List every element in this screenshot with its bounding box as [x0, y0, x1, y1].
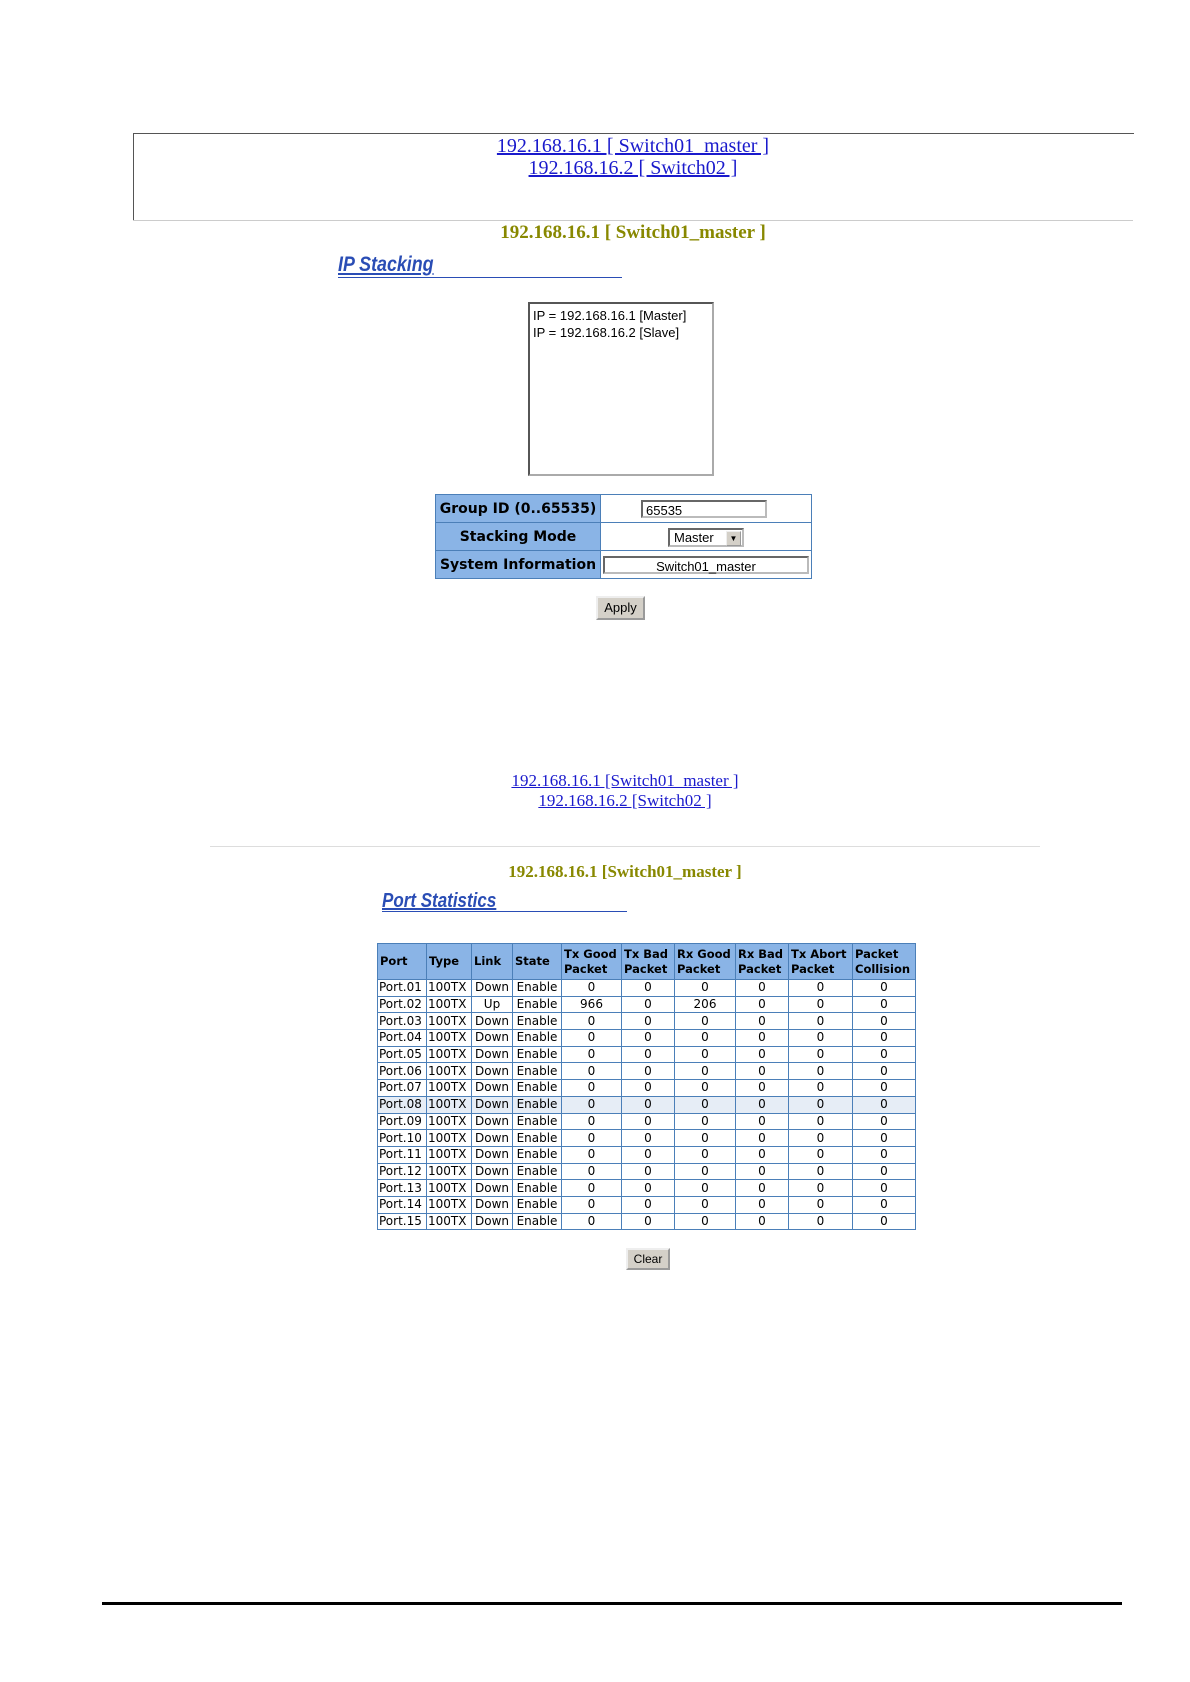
table-cell: Enable [513, 1113, 562, 1130]
table-cell: 0 [789, 1180, 853, 1197]
table-cell: 100TX [427, 1080, 472, 1097]
table-cell: 0 [789, 1046, 853, 1063]
table-cell: Down [472, 1063, 513, 1080]
table-cell: 0 [853, 1080, 916, 1097]
header-line: Packet [791, 961, 835, 976]
table-row [378, 1013, 916, 1030]
table-cell: 0 [675, 1013, 736, 1030]
switch-link-2[interactable]: 192.168.16.2 [ Switch02 ] [528, 157, 738, 179]
table-cell: 100TX [427, 1213, 472, 1230]
column-header [736, 944, 789, 980]
current-switch-heading: 192.168.16.1 [ Switch01_master ] [500, 222, 766, 243]
table-cell: Down [472, 1146, 513, 1163]
table-cell: 0 [736, 1196, 789, 1213]
table-cell: Enable [513, 1013, 562, 1030]
table-cell: 0 [622, 1080, 675, 1097]
table-cell: 0 [622, 1196, 675, 1213]
table-cell: 100TX [427, 1046, 472, 1063]
table-cell: 0 [562, 1113, 622, 1130]
table-row [378, 1080, 916, 1097]
table-cell: Port.12 [378, 1163, 427, 1180]
header-line: Tx Good [564, 946, 617, 961]
table-cell: 0 [736, 1096, 789, 1113]
table-row [378, 1030, 916, 1047]
table-cell: Enable [513, 996, 562, 1013]
table-cell: 0 [622, 980, 675, 997]
list-item[interactable]: IP = 192.168.16.2 [Slave] [533, 325, 680, 340]
table-cell: 0 [789, 1080, 853, 1097]
table-cell: 0 [562, 1163, 622, 1180]
list-item[interactable]: IP = 192.168.16.1 [Master] [533, 308, 687, 323]
table-cell: 0 [622, 1113, 675, 1130]
table-cell: Down [472, 1130, 513, 1147]
table-cell: Down [472, 1046, 513, 1063]
table-cell: 0 [675, 1046, 736, 1063]
table-cell: 0 [789, 1030, 853, 1047]
table-cell: 0 [562, 1196, 622, 1213]
table-cell: 0 [853, 1130, 916, 1147]
table-cell: 0 [853, 1180, 916, 1197]
table-row [378, 1113, 916, 1130]
table-cell: 0 [789, 1130, 853, 1147]
table-cell: 0 [853, 1030, 916, 1047]
table-cell: 0 [675, 1213, 736, 1230]
switch-link-1[interactable]: 192.168.16.1 [Switch01_master ] [511, 771, 739, 790]
table-cell: 0 [675, 1196, 736, 1213]
table-cell: Down [472, 1030, 513, 1047]
table-cell: 0 [622, 996, 675, 1013]
stacking-mode-select[interactable] [668, 528, 744, 547]
table-cell: 0 [675, 980, 736, 997]
table-cell: 0 [675, 1063, 736, 1080]
table-cell: 0 [562, 1080, 622, 1097]
table-cell: 0 [789, 996, 853, 1013]
stacking-config-table [435, 494, 812, 579]
switch-link-2[interactable]: 192.168.16.2 [Switch02 ] [538, 791, 712, 810]
table-cell: 100TX [427, 996, 472, 1013]
header-line: Type [429, 954, 460, 968]
table-cell: 0 [789, 1146, 853, 1163]
header-line: Rx Good [677, 946, 731, 961]
table-cell: 0 [562, 1146, 622, 1163]
header-line: Port [380, 954, 408, 968]
header-line: Packet [677, 961, 721, 976]
table-cell: 0 [736, 1163, 789, 1180]
table-cell: 0 [562, 1130, 622, 1147]
table-cell: 0 [736, 1030, 789, 1047]
table-cell: 100TX [427, 980, 472, 997]
header-line: Packet [564, 961, 608, 976]
table-cell: 0 [562, 980, 622, 997]
table-cell: 0 [622, 1046, 675, 1063]
table-cell: Enable [513, 1130, 562, 1147]
table-cell: Port.14 [378, 1196, 427, 1213]
column-header [513, 944, 562, 980]
table-cell: Enable [513, 1080, 562, 1097]
table-cell: Enable [513, 980, 562, 997]
table-cell: Port.01 [378, 980, 427, 997]
table-cell: Down [472, 1013, 513, 1030]
table-cell: Down [472, 1213, 513, 1230]
header-line: Rx Bad [738, 946, 784, 961]
stacking-mode-value: Master [674, 529, 714, 545]
title-underline [382, 911, 627, 912]
table-cell: 100TX [427, 1163, 472, 1180]
table-cell: 0 [736, 996, 789, 1013]
table-cell: 0 [789, 1096, 853, 1113]
table-cell: Port.03 [378, 1013, 427, 1030]
table-cell: 0 [675, 1113, 736, 1130]
table-cell: Down [472, 1080, 513, 1097]
table-cell: 0 [622, 1030, 675, 1047]
table-cell: 0 [622, 1013, 675, 1030]
table-cell: 100TX [427, 1013, 472, 1030]
column-header [562, 944, 622, 980]
table-cell: 0 [675, 1080, 736, 1097]
header-line: Packet [738, 961, 782, 976]
table-cell: 0 [622, 1163, 675, 1180]
table-cell: 0 [853, 980, 916, 997]
table-cell: 100TX [427, 1130, 472, 1147]
column-header [378, 944, 427, 980]
table-cell: Port.08 [378, 1096, 427, 1113]
table-cell: Enable [513, 1046, 562, 1063]
table-cell: Enable [513, 1213, 562, 1230]
table-cell: 0 [736, 1063, 789, 1080]
table-cell: 0 [789, 1113, 853, 1130]
table-cell: 0 [853, 1163, 916, 1180]
table-cell: Port.07 [378, 1080, 427, 1097]
table-cell: 0 [853, 996, 916, 1013]
table-cell: 0 [562, 1096, 622, 1113]
table-cell: Down [472, 1180, 513, 1197]
chevron-down-icon[interactable]: ▼ [726, 531, 741, 546]
table-cell: Up [472, 996, 513, 1013]
table-cell: 100TX [427, 1146, 472, 1163]
column-header [427, 944, 472, 980]
table-cell: Enable [513, 1163, 562, 1180]
table-cell: Port.09 [378, 1113, 427, 1130]
table-cell: 100TX [427, 1096, 472, 1113]
table-row [378, 1180, 916, 1197]
table-cell: 0 [789, 1213, 853, 1230]
table-cell: 0 [853, 1196, 916, 1213]
table-cell: Enable [513, 1063, 562, 1080]
column-header [853, 944, 916, 980]
table-cell: Down [472, 1113, 513, 1130]
table-row [378, 1063, 916, 1080]
table-cell: Enable [513, 1146, 562, 1163]
table-cell: 0 [736, 1046, 789, 1063]
header-line: Packet [855, 946, 899, 961]
table-cell: 0 [736, 1213, 789, 1230]
table-cell: 0 [675, 1096, 736, 1113]
table-cell: 0 [736, 980, 789, 997]
table-cell: 0 [736, 1180, 789, 1197]
column-header [472, 944, 513, 980]
table-row [378, 1163, 916, 1180]
footer-rule [102, 1602, 1122, 1605]
header-line: Packet [624, 961, 668, 976]
table-cell: 0 [622, 1180, 675, 1197]
table-cell: 0 [675, 1146, 736, 1163]
table-cell: Port.05 [378, 1046, 427, 1063]
header-line: Collision [855, 961, 911, 976]
switch-link-1[interactable]: 192.168.16.1 [ Switch01_master ] [496, 135, 770, 157]
table-cell: Enable [513, 1196, 562, 1213]
column-header [675, 944, 736, 980]
header-line: Tx Bad [624, 946, 669, 961]
frame-divider [210, 846, 1040, 847]
table-cell: 0 [675, 1163, 736, 1180]
port-statistics-table [377, 943, 916, 1230]
table-cell: 0 [853, 1013, 916, 1030]
table-cell: 0 [736, 1146, 789, 1163]
table-cell: 0 [853, 1113, 916, 1130]
table-cell: 0 [622, 1130, 675, 1147]
table-cell: 0 [789, 980, 853, 997]
table-row [378, 1096, 916, 1113]
table-cell: 0 [736, 1113, 789, 1130]
table-cell: 0 [562, 1063, 622, 1080]
table-cell: Enable [513, 1096, 562, 1113]
table-cell: Down [472, 1163, 513, 1180]
table-row [378, 1130, 916, 1147]
table-cell: Port.04 [378, 1030, 427, 1047]
table-cell: 0 [562, 1046, 622, 1063]
table-row [378, 996, 916, 1013]
title-underline [338, 277, 622, 278]
current-switch-heading: 192.168.16.1 [Switch01_master ] [508, 862, 742, 881]
table-cell: 0 [853, 1146, 916, 1163]
table-cell: 100TX [427, 1196, 472, 1213]
table-cell: Down [472, 1096, 513, 1113]
table-cell: 0 [736, 1080, 789, 1097]
header-line: Link [474, 954, 502, 968]
table-cell: 0 [562, 1180, 622, 1197]
table-cell: 0 [789, 1013, 853, 1030]
table-cell: 0 [622, 1096, 675, 1113]
table-cell: 0 [562, 1213, 622, 1230]
table-cell: Down [472, 980, 513, 997]
table-cell: 966 [562, 996, 622, 1013]
table-cell: 100TX [427, 1063, 472, 1080]
table-cell: 0 [853, 1096, 916, 1113]
table-cell: 100TX [427, 1113, 472, 1130]
table-row [378, 1046, 916, 1063]
table-cell: Port.11 [378, 1146, 427, 1163]
header-line: State [515, 954, 550, 968]
table-cell: Enable [513, 1030, 562, 1047]
table-cell: 0 [562, 1013, 622, 1030]
table-cell: 0 [675, 1030, 736, 1047]
table-cell: 0 [675, 1180, 736, 1197]
table-cell: 100TX [427, 1030, 472, 1047]
header-line: Tx Abort [791, 946, 847, 961]
table-row [378, 1146, 916, 1163]
page-title: IP Stacking [338, 253, 434, 276]
table-cell: Port.13 [378, 1180, 427, 1197]
table-cell: 0 [789, 1063, 853, 1080]
table-cell: 206 [675, 996, 736, 1013]
table-row [378, 1196, 916, 1213]
table-row [378, 980, 916, 997]
stack-member-list[interactable] [528, 302, 714, 476]
table-cell: Port.02 [378, 996, 427, 1013]
clear-button[interactable]: Clear [626, 1248, 670, 1270]
table-cell: 0 [622, 1146, 675, 1163]
frame-divider [133, 220, 1133, 221]
table-cell: 0 [622, 1213, 675, 1230]
table-cell: 100TX [427, 1180, 472, 1197]
table-cell: 0 [736, 1013, 789, 1030]
group-id-input[interactable]: 65535 [641, 500, 767, 518]
system-info-input[interactable]: Switch01_master [603, 556, 809, 574]
table-cell: 0 [853, 1046, 916, 1063]
table-cell: Enable [513, 1180, 562, 1197]
group-id-label: Group ID (0..65535) [436, 495, 601, 523]
table-cell: 0 [853, 1213, 916, 1230]
table-cell: 0 [622, 1063, 675, 1080]
table-cell: 0 [736, 1130, 789, 1147]
table-cell: 0 [789, 1163, 853, 1180]
table-cell: 0 [562, 1030, 622, 1047]
apply-button[interactable]: Apply [596, 596, 645, 620]
table-cell: 0 [675, 1130, 736, 1147]
stacking-mode-label: Stacking Mode [436, 523, 601, 551]
column-header [622, 944, 675, 980]
table-cell: Port.15 [378, 1213, 427, 1230]
table-cell: Port.10 [378, 1130, 427, 1147]
column-header [789, 944, 853, 980]
table-cell: Port.06 [378, 1063, 427, 1080]
system-info-label: System Information [436, 551, 601, 579]
page-title: Port Statistics [382, 890, 497, 912]
table-cell: Down [472, 1196, 513, 1213]
table-cell: 0 [789, 1196, 853, 1213]
table-cell: 0 [853, 1063, 916, 1080]
table-row [378, 1213, 916, 1230]
